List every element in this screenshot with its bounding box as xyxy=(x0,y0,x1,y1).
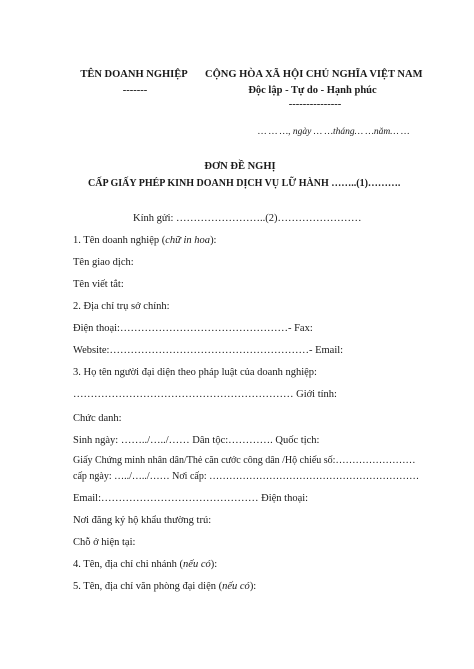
field-position: Chức danh: xyxy=(73,413,122,424)
date-line: … … …, ngày … …tháng… …năm… … xyxy=(258,127,410,137)
field-issue-date-place: cấp ngày: …../…../…… Nơi cấp: ……………………………………………………… xyxy=(73,471,420,482)
field-phone-fax: Điện thoại:…………………………………………- Fax: xyxy=(73,323,313,334)
field-suffix: ): xyxy=(210,559,218,570)
field-note: nếu có xyxy=(222,581,250,592)
nation-title: CỘNG HÒA XÃ HỘI CHỦ NGHĨA VIỆT NAM xyxy=(205,69,423,80)
field-branch xyxy=(73,558,217,571)
field-short-name: Tên viết tắt: xyxy=(73,279,124,290)
document-subtitle: CẤP GIẤY PHÉP KINH DOANH DỊCH VỤ LỮ HÀNH ……..(1)………. xyxy=(88,178,401,189)
field-permanent-residence: Nơi đăng ký hộ khẩu thường trú: xyxy=(73,515,212,526)
field-label: 5. Tên, địa chỉ văn phòng đại diện ( xyxy=(73,581,223,592)
field-head-office: 2. Địa chỉ trụ sở chính: xyxy=(73,301,170,312)
recipient-line: Kính gửi: ……………………..(2)…………………… xyxy=(133,213,362,224)
motto: Độc lập - Tự do - Hạnh phúc xyxy=(248,85,377,96)
field-representative-office xyxy=(73,580,256,593)
field-legal-representative: 3. Họ tên người đại diện theo pháp luật của doanh nghiệp: xyxy=(73,367,317,378)
field-id-number: Giấy Chứng minh nhân dân/Thẻ căn cước công dân /Hộ chiếu số:…………………… xyxy=(73,455,416,466)
field-note: nếu có xyxy=(183,559,211,570)
field-current-address: Chỗ ở hiện tại: xyxy=(73,537,136,548)
field-gender: ……………………………………………………… Giới tính: xyxy=(73,389,337,400)
field-label: 4. Tên, địa chỉ chi nhánh ( xyxy=(73,559,184,570)
field-label: 1. Tên doanh nghiệp ( xyxy=(73,235,166,246)
field-email-phone: Email:……………………………………… Điện thoại: xyxy=(73,493,309,504)
company-name: TÊN DOANH NGHIỆP xyxy=(80,69,188,80)
field-birth-ethnicity-nationality: Sinh ngày: ……../…../…… Dân tộc:…………. Quốc tịch: xyxy=(73,435,320,446)
field-suffix: ): xyxy=(249,581,257,592)
motto-separator: --------------- xyxy=(288,99,342,110)
document-title: ĐƠN ĐỀ NGHỊ xyxy=(204,161,276,172)
field-note: chữ in hoa xyxy=(165,235,211,246)
field-trade-name: Tên giao dịch: xyxy=(73,257,134,268)
field-website-email: Website:…………………………………………………- Email: xyxy=(73,345,344,356)
field-suffix: ): xyxy=(210,235,217,246)
field-company-name xyxy=(73,234,216,247)
company-separator: ------- xyxy=(122,85,148,96)
